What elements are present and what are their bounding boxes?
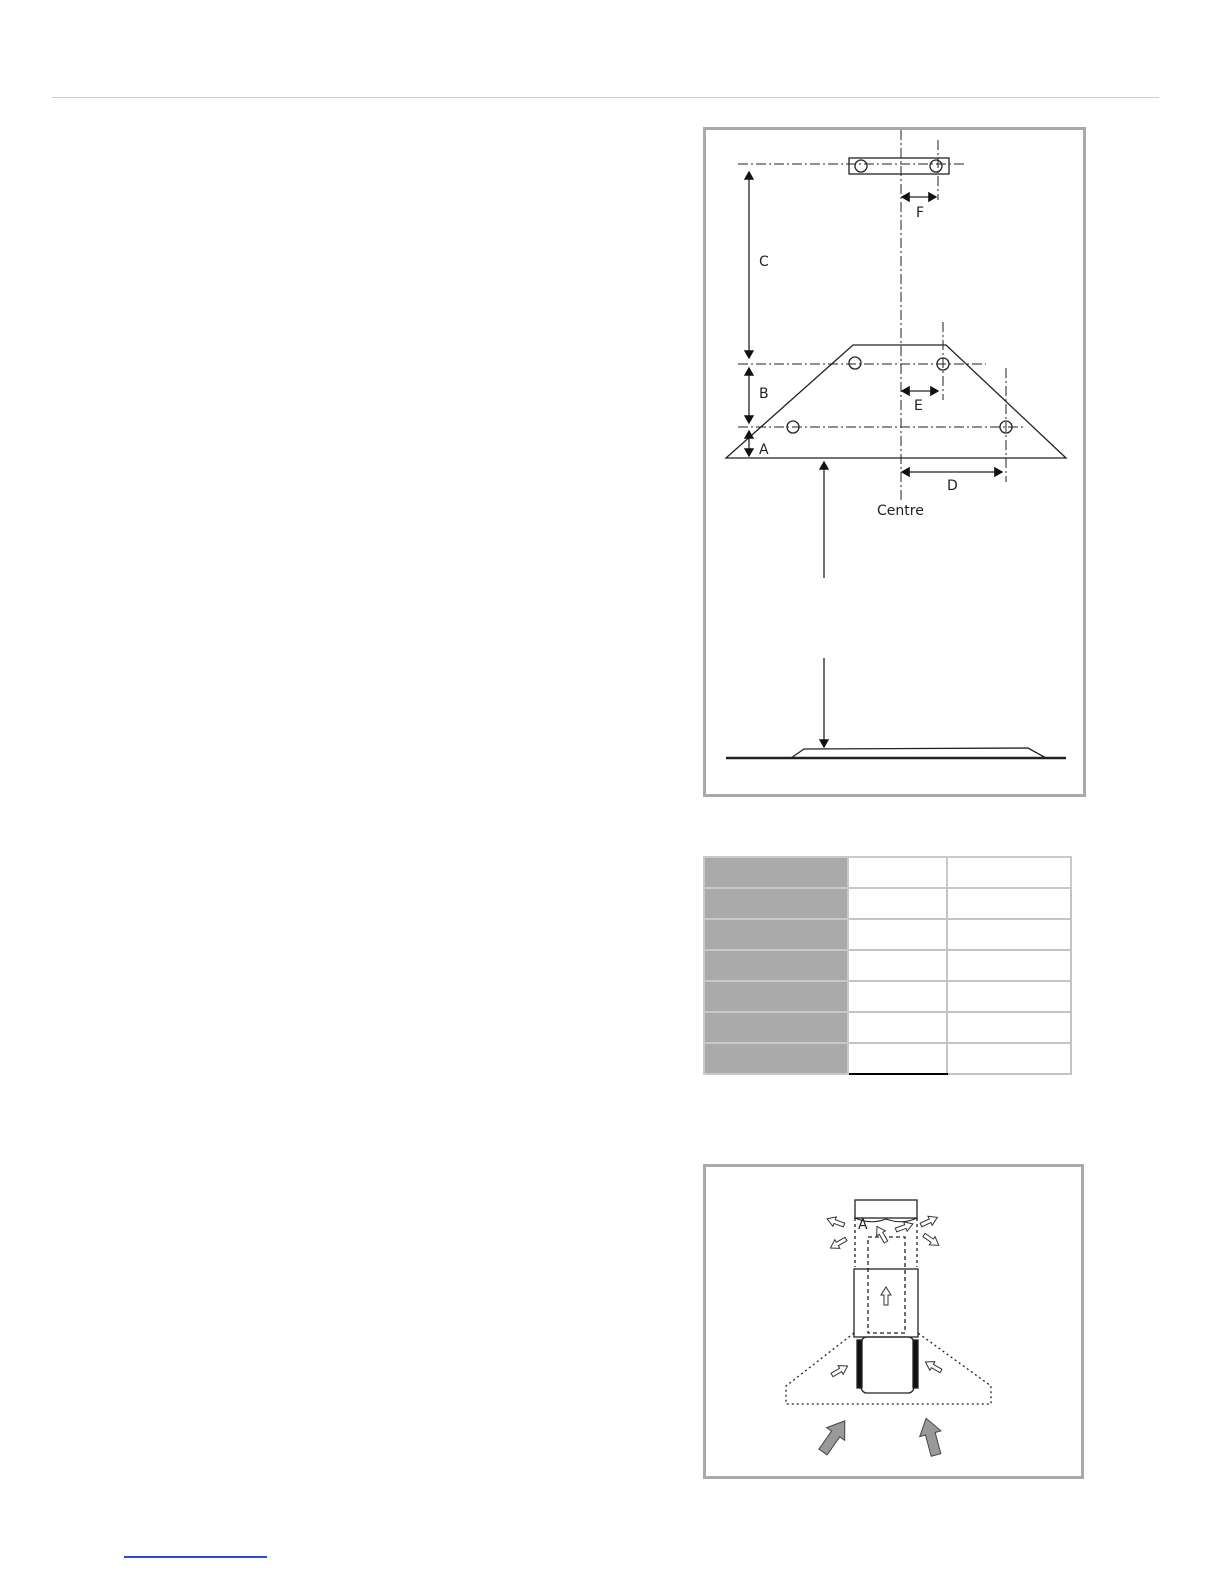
label-a: A	[759, 442, 769, 458]
table-row	[704, 919, 1071, 950]
intake-arrow-right	[916, 1415, 947, 1457]
flow-arrow-in-left	[830, 1362, 851, 1380]
hitch-geometry-figure	[703, 127, 1086, 797]
table-cell	[947, 919, 1071, 950]
table-row-label	[704, 1012, 848, 1043]
table-row-label	[704, 888, 848, 919]
table-row	[704, 981, 1071, 1012]
chute-top	[855, 1200, 917, 1218]
inner-duct	[868, 1237, 905, 1333]
table-cell	[947, 888, 1071, 919]
table-cell	[947, 1012, 1071, 1043]
top-pin-right	[930, 160, 942, 172]
header-rule	[52, 97, 1159, 98]
table-row-label	[704, 981, 848, 1012]
material-flow-diagram	[706, 1167, 1081, 1476]
intake-arrow-left	[814, 1415, 854, 1459]
table-header-cell	[848, 857, 947, 888]
flow-arrow-inner	[873, 1224, 891, 1245]
table-header-row	[704, 857, 1071, 888]
rotor-tire-left	[857, 1340, 862, 1388]
table-row	[704, 888, 1071, 919]
material-flow-figure	[703, 1164, 1084, 1479]
hitch-geometry-diagram	[706, 130, 1083, 794]
table-cell	[947, 981, 1071, 1012]
table-row-label	[704, 1043, 848, 1074]
ground-mound	[791, 748, 1046, 758]
spec-table	[703, 856, 1072, 1075]
table-row	[704, 950, 1071, 981]
label-b: B	[759, 386, 769, 402]
top-pin-left	[855, 160, 867, 172]
table-cell	[947, 950, 1071, 981]
table-cell	[848, 888, 947, 919]
label-centre: Centre	[877, 503, 924, 519]
table-cell	[848, 919, 947, 950]
flow-arrow-up	[881, 1287, 891, 1305]
table-row	[704, 1012, 1071, 1043]
label-e: E	[914, 398, 923, 414]
rotor	[861, 1337, 914, 1393]
table-row	[704, 1043, 1071, 1074]
table-cell	[848, 1012, 947, 1043]
table-cell	[947, 1043, 1071, 1074]
table-cell	[848, 981, 947, 1012]
footer-link[interactable]	[124, 1556, 267, 1558]
table-cell	[848, 950, 947, 981]
label-c: C	[759, 254, 769, 270]
rotor-tire-right	[913, 1340, 918, 1388]
flow-arrow-in-right	[923, 1358, 944, 1376]
upper-pin-left	[849, 357, 861, 369]
label-f: F	[916, 205, 925, 221]
flow-label-a: A	[858, 1217, 868, 1233]
flow-arrow-out-3	[919, 1213, 940, 1230]
table-row-label	[704, 950, 848, 981]
table-header-cell	[947, 857, 1071, 888]
table-header-cell	[704, 857, 848, 888]
frame-trapezoid	[726, 345, 1066, 458]
table-cell	[848, 1043, 947, 1074]
table-row-label	[704, 919, 848, 950]
flow-arrow-out-2	[828, 1235, 849, 1253]
label-d: D	[947, 478, 958, 494]
flow-arrow-out-1	[825, 1214, 845, 1230]
flow-arrow-out-5	[921, 1231, 941, 1250]
